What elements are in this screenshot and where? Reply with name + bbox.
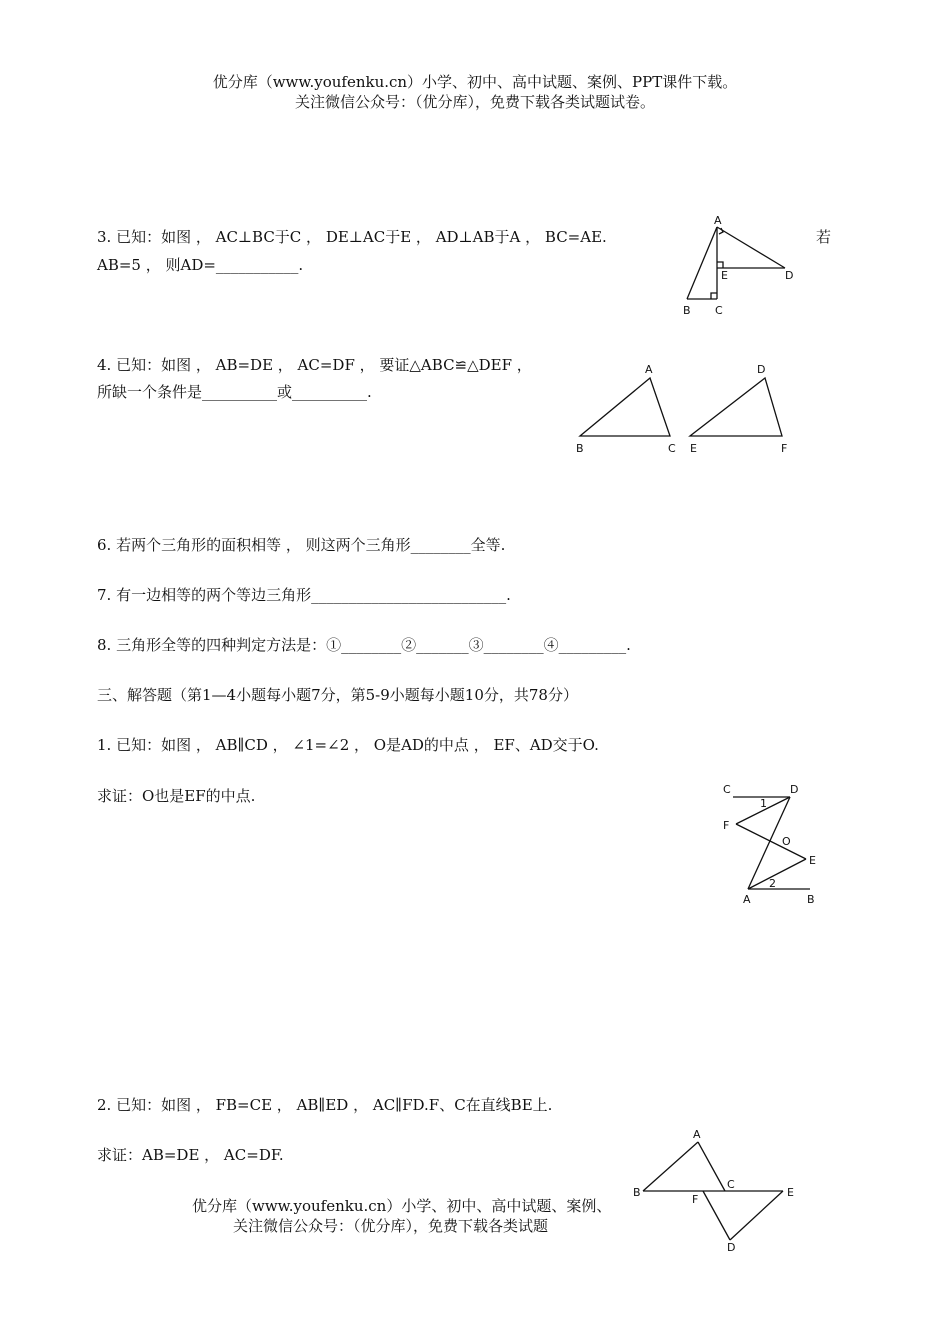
p1-label-d: D — [790, 783, 799, 796]
p1-label-b: B — [807, 893, 815, 906]
p2-label-d: D — [727, 1241, 736, 1254]
q4-label-b: B — [576, 442, 584, 455]
p1-label-c: C — [723, 783, 731, 796]
header-line-1: 优分库（www.youfenku.cn）小学、初中、高中试题、案例、PPT课件下载。 — [212, 73, 738, 91]
q4-label-f: F — [781, 442, 788, 455]
q3-label-a: A — [714, 214, 722, 227]
q3-label-b: B — [683, 304, 691, 317]
q7-text: 7. 有一边相等的两个等边三角形__________________________. — [97, 586, 511, 604]
header-line-2: 关注微信公众号：（优分库），免费下载各类试题试卷。 — [294, 93, 655, 111]
p2-label-c: C — [727, 1178, 735, 1191]
q3-text-line-2: AB=5 ， 则AD=___________. — [97, 256, 304, 274]
p2-segment-fd — [703, 1191, 730, 1240]
p1-segment-ea — [748, 859, 806, 889]
p2-segment-ac — [698, 1142, 725, 1191]
q8-text: 8. 三角形全等的四种判定方法是：①________②_______③________④_________. — [97, 636, 631, 654]
q3-text-line-1: 3. 已知：如图 ， AC⊥BC于C ， DE⊥AC于E ， AD⊥AB于A ， BC=AE. — [97, 228, 607, 246]
footer-line-2: 关注微信公众号：（优分库），免费下载各类试题 — [233, 1217, 549, 1235]
p1-label-a: A — [743, 893, 751, 906]
q4-text-line-2: 所缺一个条件是__________或__________. — [97, 383, 372, 401]
p1-prove-text: 求证：O也是EF的中点. — [97, 787, 256, 805]
q3-segment-ab — [687, 227, 717, 299]
footer-line-1: 优分库（www.youfenku.cn）小学、初中、高中试题、案例、 — [192, 1197, 612, 1215]
q3-segment-ad — [717, 227, 785, 268]
q3-figure — [670, 210, 810, 320]
section-3-heading: 三、解答题（第1—4小题每小题7分，第5-9小题每小题10分，共78分） — [97, 686, 578, 704]
q3-label-d: D — [785, 269, 794, 282]
q4-label-a: A — [645, 363, 653, 376]
p2-label-b: B — [633, 1186, 641, 1199]
q4-label-d: D — [757, 363, 766, 376]
p2-figure — [625, 1125, 810, 1255]
q3-right-angle-mark-c — [711, 293, 717, 299]
p2-segment-ab — [643, 1142, 698, 1191]
q4-label-e: E — [690, 442, 697, 455]
p2-segment-ed — [730, 1191, 783, 1240]
q4-triangle-abc — [580, 378, 670, 436]
p2-label-f: F — [692, 1193, 699, 1206]
q3-right-angle-mark-e — [717, 262, 723, 268]
p2-label-a: A — [693, 1128, 701, 1141]
p1-label-o: O — [782, 835, 791, 848]
q3-label-c: C — [715, 304, 723, 317]
p1-label-angle-2: 2 — [769, 877, 776, 890]
p2-prove-text: 求证：AB=DE ， AC=DF. — [97, 1146, 284, 1164]
p1-label-f: F — [723, 819, 730, 832]
p1-given-text: 1. 已知：如图 ， AB∥CD ， ∠1=∠2 ， O是AD的中点 ， EF、AD交于O. — [97, 736, 599, 754]
q3-label-e: E — [721, 269, 728, 282]
q4-figure — [570, 360, 800, 460]
q4-label-c: C — [668, 442, 676, 455]
p1-label-angle-1: 1 — [760, 797, 767, 810]
p2-given-text: 2. 已知：如图 ， FB=CE ， AB∥ED ， AC∥FD.F、C在直线BE上. — [97, 1096, 553, 1114]
p1-label-e: E — [809, 854, 816, 867]
q4-text-line-1: 4. 已知：如图 ， AB=DE ， AC=DF ， 要证△ABC≌△DEF ， — [97, 356, 532, 374]
q3-text-ruo: 若 — [816, 228, 832, 246]
p1-segment-fe — [736, 824, 806, 859]
p1-figure — [710, 775, 840, 910]
q6-text: 6. 若两个三角形的面积相等 ， 则这两个三角形________全等. — [97, 536, 506, 554]
q4-triangle-def — [690, 378, 782, 436]
p2-label-e: E — [787, 1186, 794, 1199]
